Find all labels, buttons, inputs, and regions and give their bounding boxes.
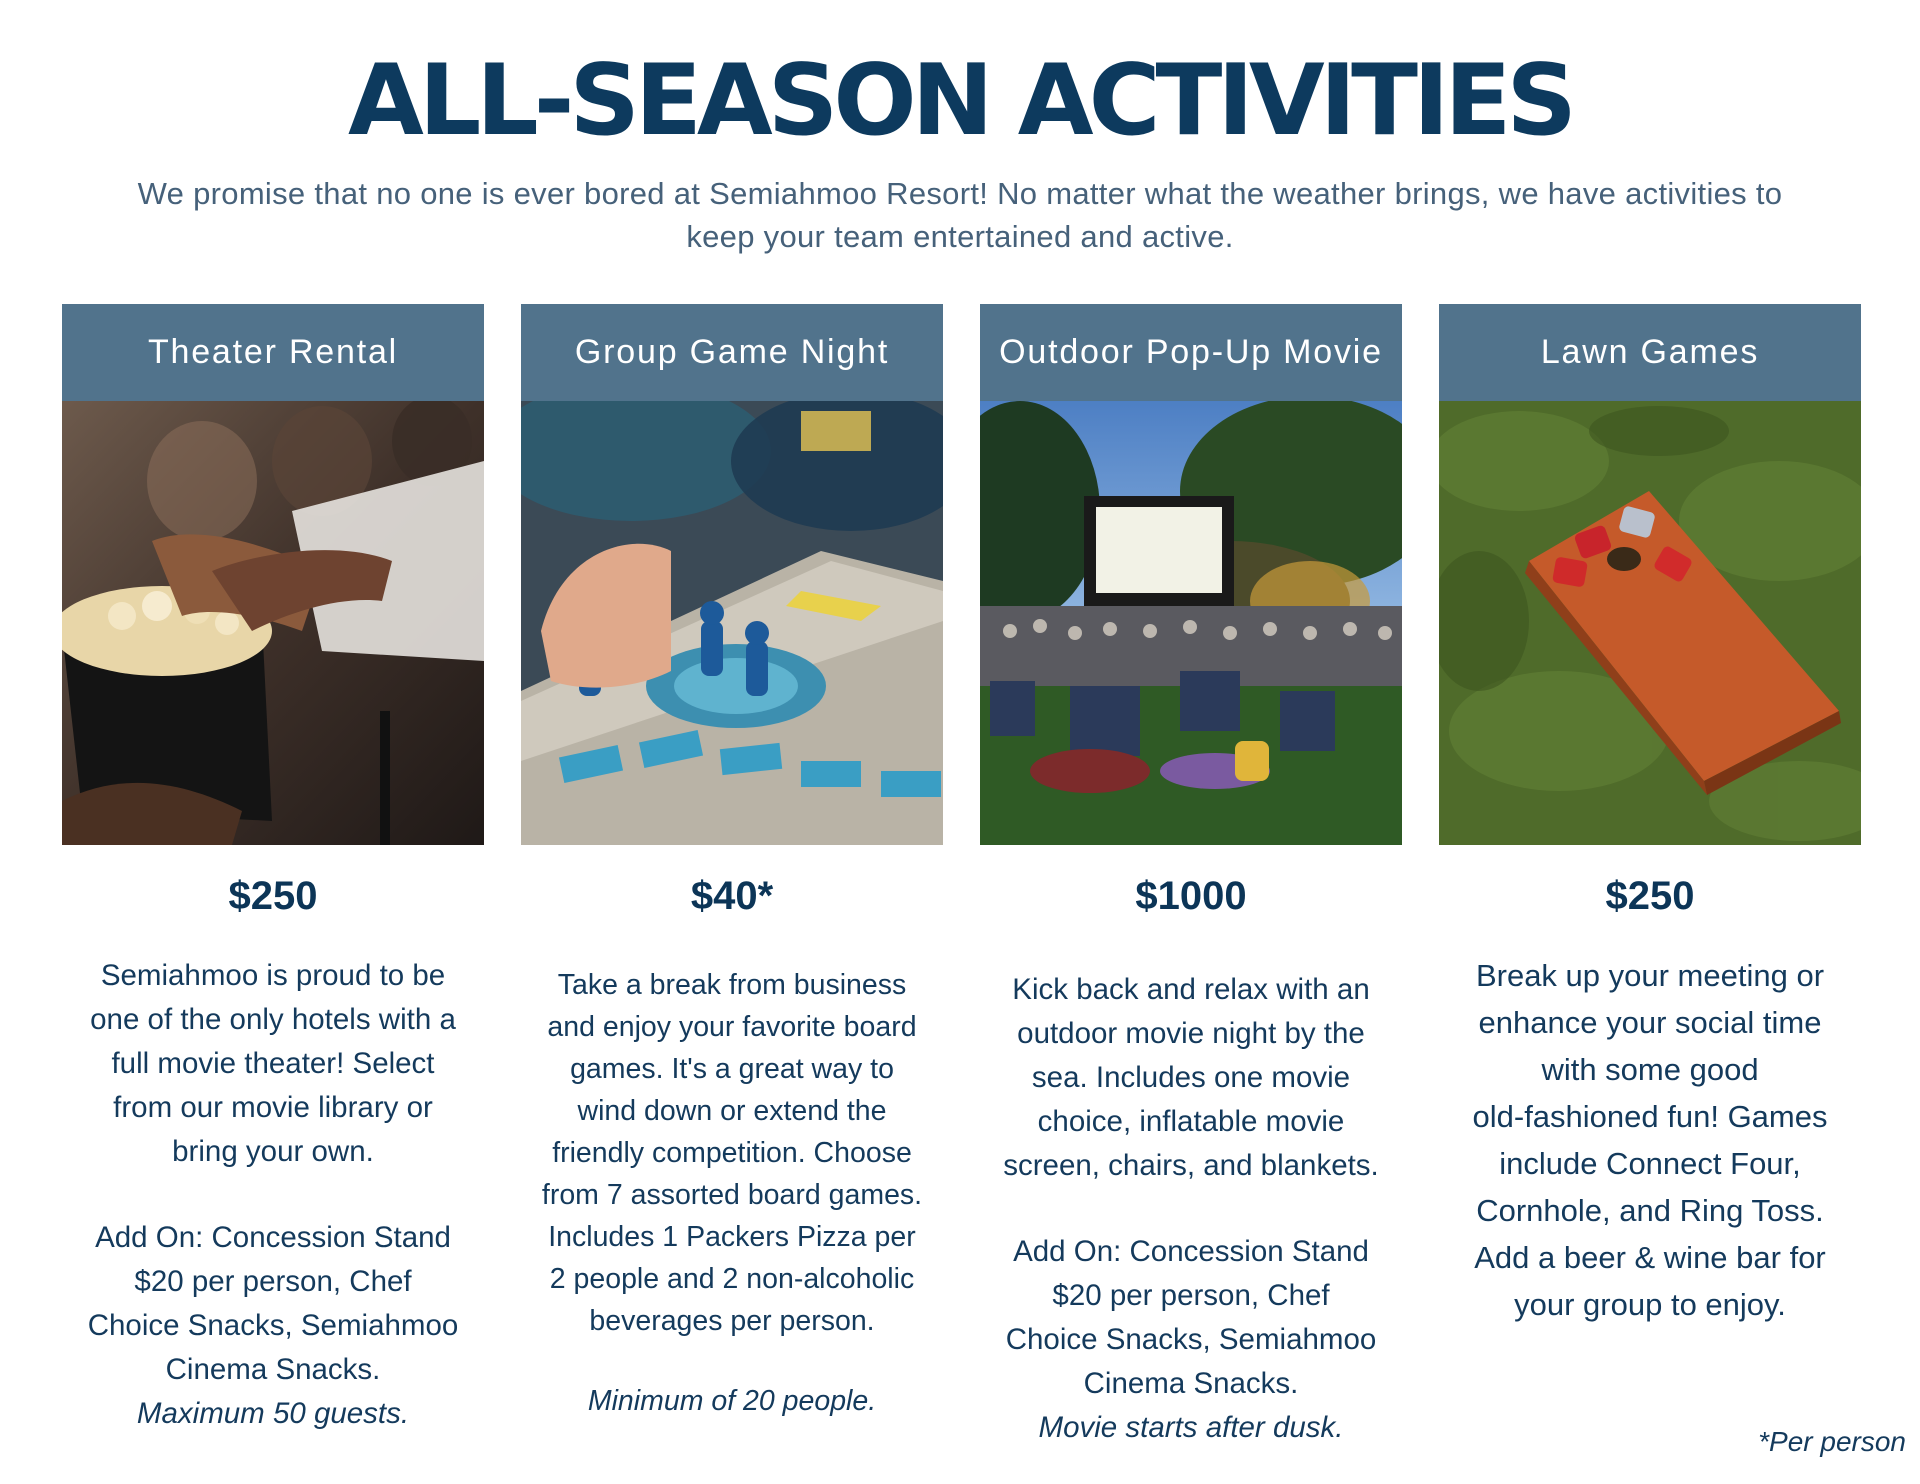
activity-title: Group Game Night — [521, 304, 943, 401]
description-line: Includes 1 Packers Pizza per — [548, 1221, 916, 1253]
addon-line: $20 per person, Chef — [1052, 1279, 1330, 1312]
popcorn-movie-theater-photo — [62, 401, 484, 845]
activity-title: Outdoor Pop-Up Movie — [980, 304, 1402, 401]
activity-description — [521, 964, 943, 1422]
description-line: bring your own. — [172, 1135, 374, 1168]
description-line: outdoor movie night by the — [1017, 1017, 1365, 1050]
page-title: ALL-SEASON ACTIVITIES — [347, 44, 1573, 158]
board-game-pieces-photo — [521, 401, 943, 845]
description-line: Take a break from business — [557, 969, 907, 1001]
description-line: 2 people and 2 non-alcoholic — [549, 1263, 915, 1295]
activity-card-outdoor-pop-up-movie — [980, 304, 1402, 1444]
addon-line: Add On: Concession Stand — [1013, 1235, 1369, 1268]
description-line: one of the only hotels with a — [90, 1003, 456, 1036]
description-line: your group to enjoy. — [1514, 1287, 1786, 1322]
activity-price: $250 — [228, 874, 318, 918]
addon-line: Choice Snacks, Semiahmoo — [87, 1309, 459, 1342]
activity-card-group-game-night — [521, 304, 943, 1417]
description-line: sea. Includes one movie — [1031, 1061, 1351, 1094]
description-line: Break up your meeting or — [1475, 958, 1825, 993]
activity-card-theater-rental — [62, 304, 484, 1430]
activity-description — [1439, 952, 1861, 1328]
activity-title: Theater Rental — [62, 304, 484, 401]
activity-title: Lawn Games — [1439, 304, 1861, 401]
description-line: Add a beer & wine bar for — [1474, 1240, 1826, 1275]
activity-note: Minimum of 20 people. — [587, 1385, 877, 1417]
description-line: games. It's a great way to — [570, 1053, 894, 1085]
description-line: from 7 assorted board games. — [541, 1179, 923, 1211]
addon-line: Add On: Concession Stand — [95, 1221, 451, 1254]
intro-text: We promise that no one is ever bored at Semiahmoo Resort! No matter what the weather brings, we have activities to keep your team entertained and active. — [137, 176, 1783, 254]
description-line: with some good — [1541, 1052, 1759, 1087]
description-line: include Connect Four, — [1499, 1146, 1801, 1181]
addon-line: Cinema Snacks. — [1083, 1367, 1299, 1400]
description-line: friendly competition. Choose — [552, 1137, 912, 1169]
cornhole-board-photo — [1439, 401, 1861, 845]
activity-description — [980, 968, 1402, 1450]
addon-line: Choice Snacks, Semiahmoo — [1005, 1323, 1377, 1356]
description-line: enhance your social time — [1478, 1005, 1822, 1040]
activity-note: Movie starts after dusk. — [1038, 1411, 1344, 1444]
activity-price: $40* — [690, 874, 774, 918]
activity-card-lawn-games — [1439, 304, 1861, 1322]
description-line: from our movie library or — [113, 1091, 433, 1124]
outdoor-movie-screen-photo — [980, 401, 1402, 845]
description-line: Kick back and relax with an — [1012, 973, 1370, 1006]
description-line: beverages per person. — [589, 1305, 875, 1337]
addon-line: Cinema Snacks. — [165, 1353, 381, 1386]
description-line: Semiahmoo is proud to be — [100, 959, 446, 992]
activity-price: $1000 — [1135, 874, 1247, 918]
addon-line: $20 per person, Chef — [134, 1265, 412, 1298]
activity-description — [62, 954, 484, 1436]
activity-note: Maximum 50 guests. — [136, 1397, 410, 1430]
description-line: choice, inflatable movie — [1037, 1105, 1345, 1138]
description-line: full movie theater! Select — [111, 1047, 435, 1080]
description-line: screen, chairs, and blankets. — [1003, 1149, 1379, 1182]
description-line: and enjoy your favorite board — [547, 1011, 917, 1043]
activity-price: $250 — [1605, 874, 1695, 918]
description-line: old-fashioned fun! Games — [1472, 1099, 1828, 1134]
description-line: Cornhole, and Ring Toss. — [1476, 1193, 1824, 1228]
description-line: wind down or extend the — [577, 1095, 887, 1127]
per-person-footnote: *Per person — [1758, 1426, 1906, 1457]
